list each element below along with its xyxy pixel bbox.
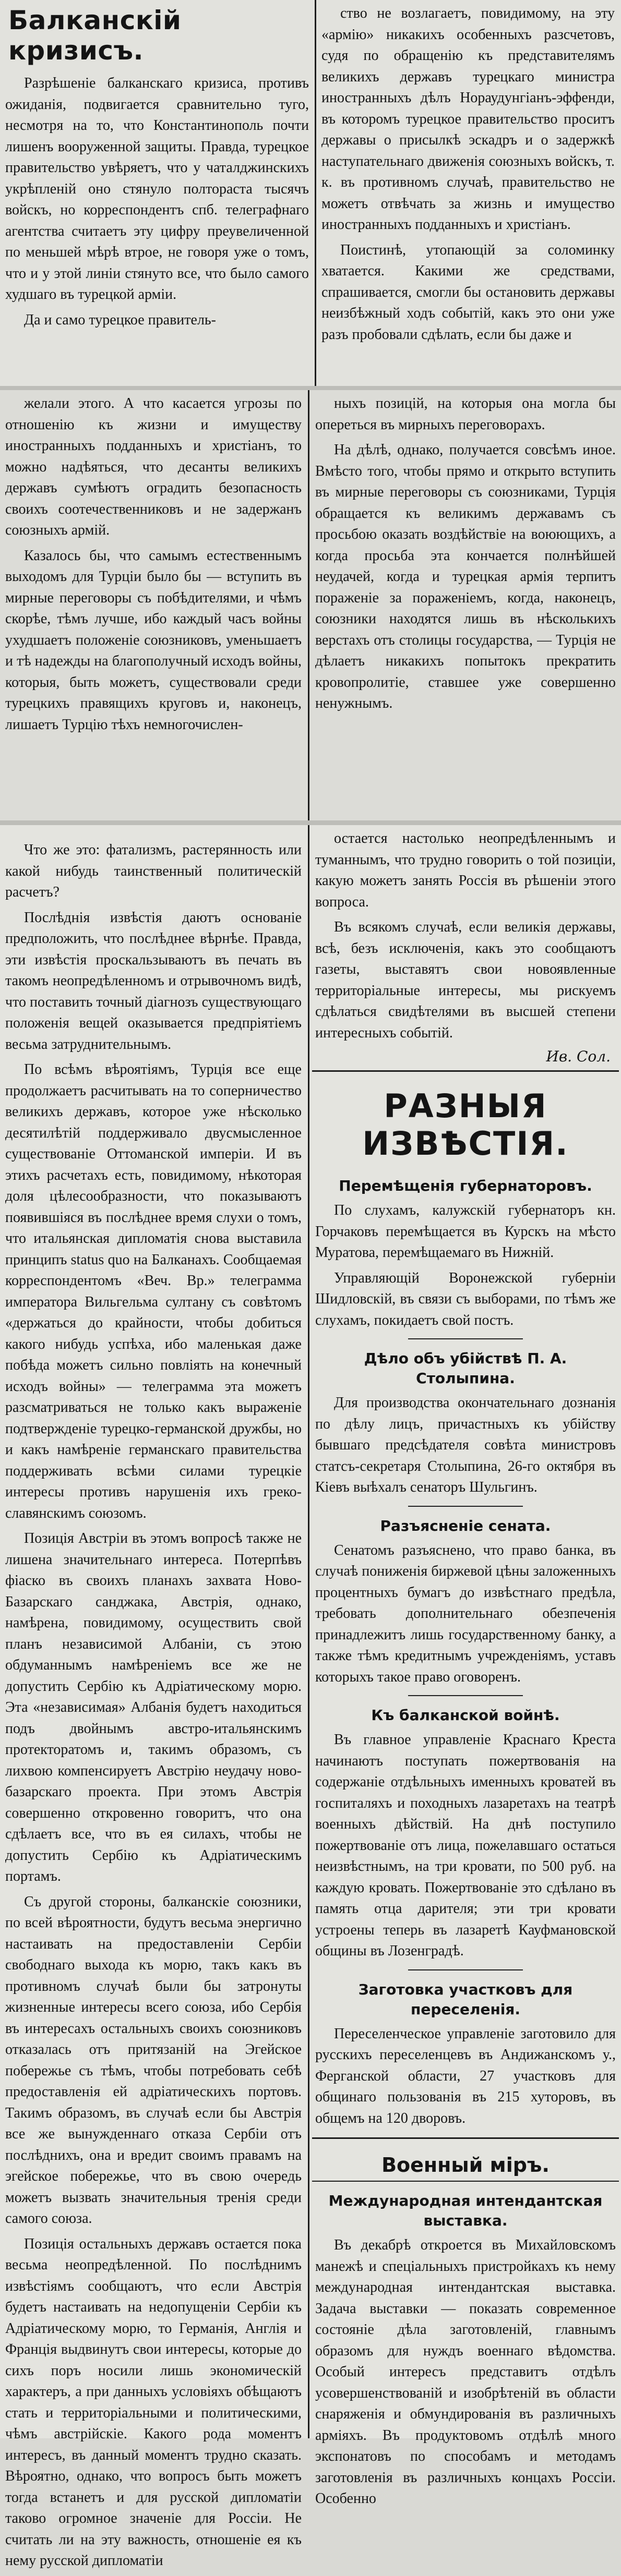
clipping-balkan-crisis-top <box>0 0 621 386</box>
paragraph: Въ главное управленіе Краснаго Креста начинаютъ поступать пожертвованія на содержаніе отдѣльныхъ именныхъ кроватей въ госпиталяхъ и походныхъ лазаретахъ на театрѣ военныхъ дѣйствій. На днѣ поступило пожертвованіе отъ лица, пожелавшаго остаться неизвѣстнымъ, на три кровати, по 500 руб. на каждую кровать. Пожертвованіе это сдѣлано въ память отца дарителя; эти три кровати устроены теперь въ лазаретѣ Кауфмановской общины въ Лозенградѣ. <box>315 1732 616 1959</box>
paragraph: ство не возлагаетъ, повидимому, на эту «армію» никакихъ особенныхъ разсчетовъ, судя по обращенію къ представителямъ великихъ державъ турецкаго министра иностранныхъ дѣлъ Нораудунгіанъ-эффенди, въ которомъ турецкое правительство проситъ державы о присылкѣ эскадръ и о задержкѣ наступательнаго движенія союзныхъ войскъ, т. к. въ противномъ случаѣ, правительство не можетъ отвѣчать за жизнь и имущество иностранныхъ подданныхъ и христіанъ. <box>321 5 615 233</box>
column-left <box>5 840 302 2576</box>
paragraph: Поистинѣ, утопающій за соломинку хватается. Какими же средствами, спрашивается, смогли бы остановить державы неизбѣжный ходъ событій, какъ это они уже разъ пробовали сдѣлать, если бы даже и <box>321 241 615 343</box>
military-section-title: Военный міръ. <box>381 2154 550 2176</box>
column-right <box>321 3 615 349</box>
paragraph: По всѣмъ вѣроятіямъ, Турція все еще продолжаетъ расчитывать на то соперничество великихъ державъ, которое уже нѣсколько десятилѣтій поддерживало двусмысленное существованіе Оттоманской имперіи. И въ этихъ расчетахъ есть, повидимому, нѣкоторая доля цѣлесообразности, что показываютъ появившіяся въ послѣднее время слухи о томъ, что итальянская дипломатія снова выставила принципъ status quo на Балканахъ. Сообщаемая корреспондентомъ «Веч. Вр.» телеграмма императора Вильгельма султану съ совѣтомъ «держаться до крайности, чтобы добиться какого нибудь успѣха, ибо маленькая даже побѣда можетъ сильно повліять на конечный исходъ войны» — телеграмма эта можетъ разсматриваться не только какъ выраженіе подтвержденіе турецко-германской дружбы, но и какъ намѣреніе германскаго правительства поддерживать всѣми силами турецкіе интересы противъ нарушенія ихъ греко-славянскимъ союзомъ. <box>5 1061 302 1521</box>
article-title: Балканскій кризисъ. <box>8 5 182 66</box>
news-divider <box>408 1338 523 1339</box>
clipping-balkan-crisis-end-and-news <box>0 825 621 2569</box>
section-rule <box>312 2137 619 2139</box>
paragraph: Переселенческое управленіе заготовило для русскихъ переселенцевъ въ Андижанскомъ у., Ферганской области, 27 участковъ для общинаго пользованія въ 215 хуторовъ, въ общемъ на 120 дворовъ. <box>315 2025 616 2126</box>
column-right <box>315 828 616 2514</box>
column-divider <box>308 390 309 820</box>
news-divider <box>408 1506 523 1507</box>
paragraph: Для производства окончательнаго дознанія по дѣлу лицъ, причастныхъ къ убійству бывшаго предсѣдателя совѣта министровъ статсъ-секретаря Столыпина, 26-го октября въ Кіевъ выѣхалъ сенаторъ Шульгинъ. <box>315 1395 616 1495</box>
column-left <box>5 393 302 740</box>
paragraph: остается настолько неопредѣленнымъ и туманнымъ, что трудно говорить о той позиціи, какую можетъ занять Россія въ рѣшеніи этого вопроса. <box>315 830 616 910</box>
paragraph: Разрѣшеніе балканскаго кризиса, противъ ожиданія, подвигается сравнительно туго, несмотря на то, что Константинополь почти лишенъ вооруженной защиты. Правда, турецкое правительство увѣряетъ, что у чаталджинскихъ укрѣпленій оно стянуло полтораста тысячъ войскъ, но корреспондентъ спб. телеграфнаго агентства считаетъ эту цифру преувеличенной по меньшей мѣрѣ втрое, не говоря уже о томъ, что и у этой линіи стянуто все, что было самого худшаго въ турецкой арміи. <box>5 75 309 303</box>
section-rule <box>312 2181 619 2182</box>
news-headline: Перемѣщенія губернаторовъ. <box>339 1177 592 1194</box>
clipping-gap <box>0 820 621 825</box>
paragraph: По слухамъ, калужскій губернаторъ кн. Горчаковъ перемѣщается въ Курскъ на мѣсто Муратова, перемѣщаемаго въ Нижній. <box>315 1202 616 1261</box>
section-rule <box>312 1070 619 1072</box>
paragraph: Въ всякомъ случаѣ, если великія державы, всѣ, безъ исключенія, какъ это сообщаютъ газеты, выставятъ свои новоявленные территоріальные интересы, мы рискуемъ сдѣлаться свидѣтелями въ высшей степени интересныхъ событій. <box>315 919 616 1041</box>
paragraph: Въ декабрѣ откроется въ Михайловскомъ манежѣ и спеціальныхъ пристройкахъ къ нему международная интендантская выставка. Задача выставки — показать современное состояніе дѣла заготовленій, главнымъ образомъ для нуждъ военнаго вѣдомства. Особый интересъ представитъ отдѣлъ усовершенствованій и изобрѣтеній въ области снаряженія и обмундированія въ различныхъ арміяхъ. Въ продуктовомъ отдѣлѣ много экспонатовъ по способамъ и методамъ заготовленія въ различныхъ концахъ Россіи. Особенно <box>315 2237 616 2507</box>
news-section-title: РАЗНЫЯ ИЗВѢСТІЯ. <box>362 1087 569 1163</box>
column-left <box>5 0 309 335</box>
paragraph: Что же это: фатализмъ, растерянность или какой нибудь таинственный политическій расчетъ? <box>5 842 302 900</box>
paragraph: Послѣднія извѣстія даютъ основаніе предположить, что послѣднее вѣрнѣе. Правда, эти извѣстія проскальзываютъ въ печать въ такомъ неопредѣленномъ и отрывочномъ видѣ, что поставить точный діагнозъ существующаго положенія вещей оказывается предпріятіемъ весьма затруднительнымъ. <box>5 909 302 1053</box>
paragraph: На дѣлѣ, однако, получается совсѣмъ иное. Вмѣсто того, чтобы прямо и открыто вступить въ мирные переговоры съ союзниками, Турція обращается къ великимъ державамъ съ просьбою оказать воздѣйствіе на воюющихъ, а когда просьба эта кончается полнѣйшей неудачей, когда и турецкая армія терпитъ пораженіе за пораженіемъ, когда, наконецъ, союзники находятся лишь въ нѣсколькихъ верстахъ отъ столицы государства, — Турція не дѣлаетъ никакихъ попытокъ прекратить кровопролитіе, ставшее уже совершенно ненужнымъ. <box>315 442 616 711</box>
paragraph: Казалось бы, что самымъ естественнымъ выходомъ для Турціи было бы — вступить въ мирные переговоры съ побѣдителями, и чѣмъ скорѣе, тѣмъ лучше, ибо каждый часъ войны ухудшаетъ положеніе союзниковъ, уменьшаетъ и тѣ надежды на благополучный исходъ войны, которыя, быть можетъ, существовали среди турецкихъ правящихъ круговъ и, наконецъ, лишаетъ Турцію тѣхъ немногочислен- <box>5 547 302 733</box>
clipping-gap <box>0 386 621 390</box>
paragraph: Позиція Австріи въ этомъ вопросѣ также не лишена значительнаго интереса. Потерпѣвъ фіаско въ своихъ планахъ захвата Ново-Базарскаго санджака, Австрія, однако, намѣрена, повидимому, осуществить свой планъ независимой Албаніи, съ этою обдуманнымъ намѣреніемъ все же не допустить Сербію къ Адріатическому морю. Эта «независимая» Албанія будетъ находиться подъ двойнымъ австро-итальянскимъ протекторатомъ и, такимъ образомъ, съ лихвою компенсируетъ Австрію неудачу ново-базарскаго проекта. При этомъ Австрія совершенно откровенно говоритъ, что она сдѣлаетъ все, что въ ея силахъ, чтобы не допустить Сербію къ Адріатическимъ портамъ. <box>5 1530 302 1884</box>
paragraph: Да и само турецкое правитель- <box>24 311 217 328</box>
paragraph: ныхъ позицій, на которыя она могла бы опереться въ мирныхъ переговорахъ. <box>315 395 616 433</box>
paragraph: Съ другой стороны, балканскіе союзники, по всей вѣроятности, будутъ весьма энергично настаивать на предоставленіи Сербіи свободнаго выхода къ морю, такъ какъ въ противномъ случаѣ были бы затронуты жизненные интересы всего союза, ибо Сербія въ интересахъ остальныхъ своихъ союзниковъ отказалась отъ притязаній на Эгейское побережье съ тѣмъ, чтобы потребовать себѣ предоставленія ей адріатическихъ портовъ. Такимъ образомъ, въ случаѣ если бы Австрія все же вынужденнаго отказа Сербіи отъ послѣднихъ, она и вредит своимъ правамъ на эгейское побережье, что въ свою очередь можетъ вызвать значительныя тренія среди самого союза. <box>5 1893 302 2227</box>
column-divider <box>308 825 309 2438</box>
paragraph: Управляющій Воронежской губерніи Шидловскій, въ связи съ выборами, по тѣмъ же слухамъ, покидаетъ свой постъ. <box>315 1269 616 1328</box>
paragraph: Сенатомъ разъяснено, что право банка, въ случаѣ пониженія биржевой цѣны заложенныхъ процентныхъ бумагъ до извѣстнаго предѣла, требовать дополнительнаго обезпеченія принадлежитъ лишь государственному банку, а также тѣмъ кредитнымъ учрежденіямъ, уставъ которыхъ такое право оговоренъ. <box>315 1542 616 1685</box>
clipping-balkan-crisis-middle <box>0 390 621 820</box>
column-divider <box>315 0 316 386</box>
news-divider <box>408 1969 523 1970</box>
news-headline: Заготовка участковъ для переселенія. <box>358 1980 573 2018</box>
news-divider <box>408 1695 523 1696</box>
news-headline: Къ балканской войнѣ. <box>371 1707 560 1724</box>
news-headline: Дѣло объ убійствѣ П. А. Столыпина. <box>364 1350 567 1387</box>
paragraph: Позиція остальныхъ державъ остается пока весьма неопредѣленной. По послѣднимъ извѣстіямъ сообщаютъ, что если Австрія будетъ настаивать на недопущеніи Сербіи къ Адріатическому морю, то Германія, Англія и Франція выдвинутъ свои интересы, которые до сихъ поръ носили лишь экономическій характеръ, а при данныхъ условіяхъ обѣщаютъ стать и территоріальными и политическими, чѣмъ австрійскіе. Какого рода моментъ интересъ, въ данный моментъ трудно сказать. Вѣроятно, однако, что вопросъ быть можетъ тогда встанетъ и для русской дипломатіи таково огромное значеніе для Россіи. Не считать ли на эту важность, отношеніе ея къ нему русской дипломатіи <box>5 2235 302 2569</box>
paragraph: желали этого. А что касается угрозы по отношенію къ жизни и имуществу иностранныхъ подданныхъ и христіанъ, то можно надѣяться, что десанты великихъ державъ сумѣютъ оградить безопасность своихъ соотечественниковъ и не задержанъ союзныхъ армій. <box>5 395 302 538</box>
news-headline: Международная интендантская выставка. <box>328 2192 603 2229</box>
news-headline: Разъясненіе сената. <box>380 1517 551 1534</box>
column-right <box>315 393 616 719</box>
author-signature: Ив. Сол. <box>546 1048 611 1065</box>
